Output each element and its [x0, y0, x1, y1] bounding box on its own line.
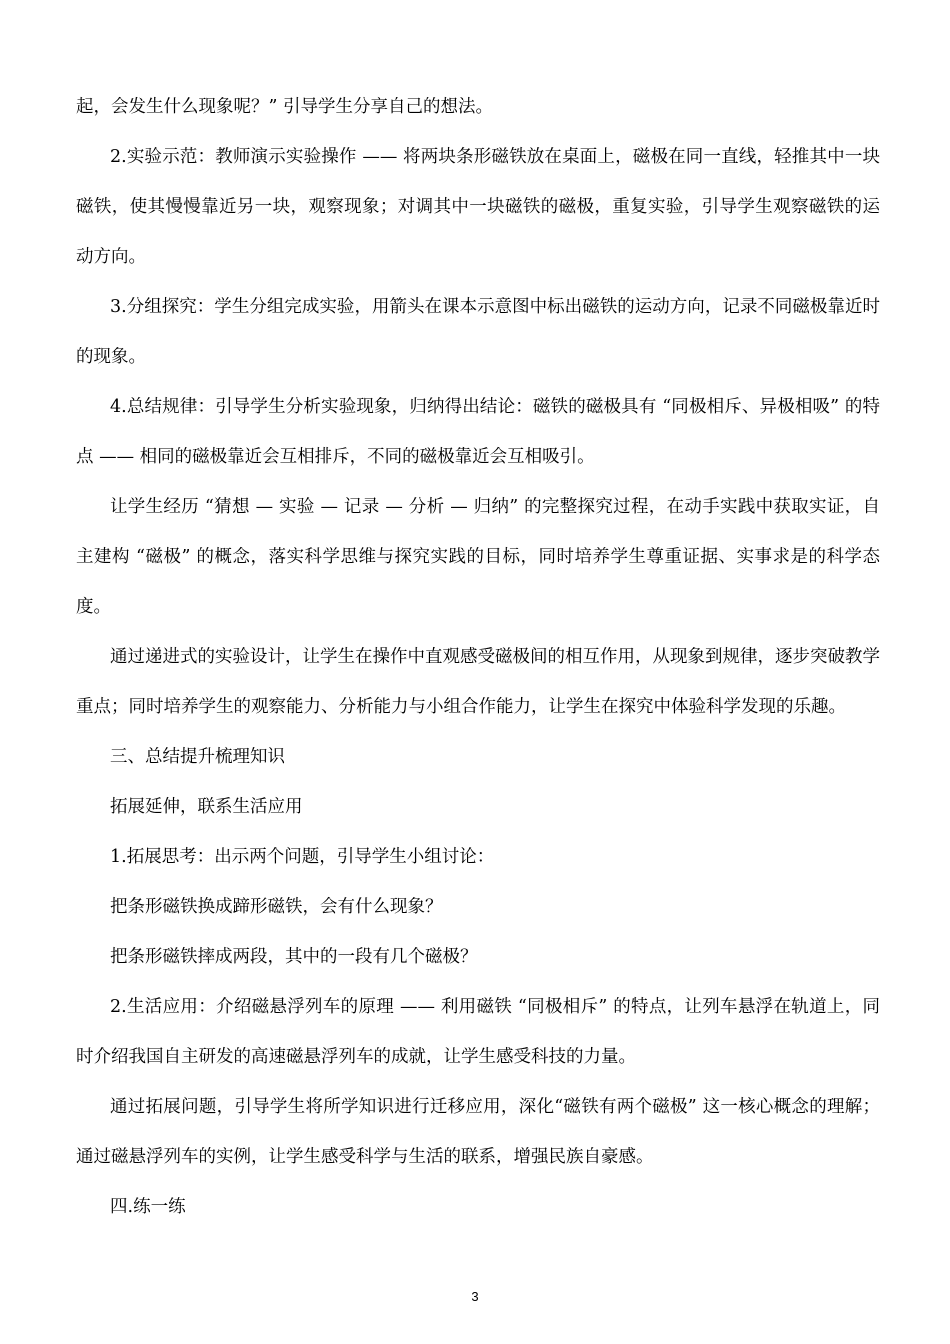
page-number: 3 [471, 1289, 479, 1304]
paragraph-life-application: 2.生活应用：介绍磁悬浮列车的原理 —— 利用磁铁 “同极相斥” 的特点，让列车悬浮在轨道上，同时介绍我国自主研发的高速磁悬浮列车的成就，让学生感受科技的力量。 [76, 997, 880, 1067]
paragraph-progressive-design: 通过递进式的实验设计，让学生在操作中直观感受磁极间的相互作用，从现象到规律，逐步突破教学重点；同时培养学生的观察能力、分析能力与小组合作能力，让学生在探究中体验科学发现的乐趣。 [76, 647, 880, 717]
document-body [76, 82, 880, 1232]
paragraph-group-inquiry: 3.分组探究：学生分组完成实验，用箭头在课本示意图中标出磁铁的运动方向，记录不同磁极靠近时的现象。 [76, 297, 880, 367]
paragraph-experiment-demo: 2.实验示范：教师演示实验操作 —— 将两块条形磁铁放在桌面上，磁极在同一直线，轻推其中一块磁铁，使其慢慢靠近另一块，观察现象；对调其中一块磁铁的磁极，重复实验，引导学生观察磁铁的运动方向。 [76, 147, 880, 267]
paragraph-continuation: 起，会发生什么现象呢？” 引导学生分享自己的想法。 [76, 97, 494, 117]
paragraph-extension-thinking: 1.拓展思考：出示两个问题，引导学生小组讨论： [110, 847, 495, 867]
paragraph-inquiry-process: 让学生经历 “猜想 — 实验 — 记录 — 分析 — 归纳” 的完整探究过程，在动手实践中获取实证，自主建构 “磁极” 的概念，落实科学思维与探究实践的目标，同时培养学生尊重证据、实事求是的科学态度。 [76, 497, 880, 617]
paragraph-extension-purpose: 通过拓展问题，引导学生将所学知识进行迁移应用，深化“磁铁有两个磁极” 这一核心概念的理解；通过磁悬浮列车的实例，让学生感受科学与生活的联系，增强民族自豪感。 [76, 1097, 880, 1167]
question-horseshoe-magnet: 把条形磁铁换成蹄形磁铁，会有什么现象？ [110, 897, 443, 917]
paragraph-summarize-rule: 4.总结规律：引导学生分析实验现象，归纳得出结论：磁铁的磁极具有 “同极相斥、异极相吸” 的特点 —— 相同的磁极靠近会互相排斥，不同的磁极靠近会互相吸引。 [76, 397, 880, 467]
section-heading-summary: 三、总结提升梳理知识 [110, 747, 285, 767]
subheading-extension: 拓展延伸，联系生活应用 [110, 797, 303, 817]
question-broken-magnet: 把条形磁铁摔成两段，其中的一段有几个磁极？ [110, 947, 478, 967]
section-heading-practice: 四.练一练 [110, 1197, 186, 1217]
